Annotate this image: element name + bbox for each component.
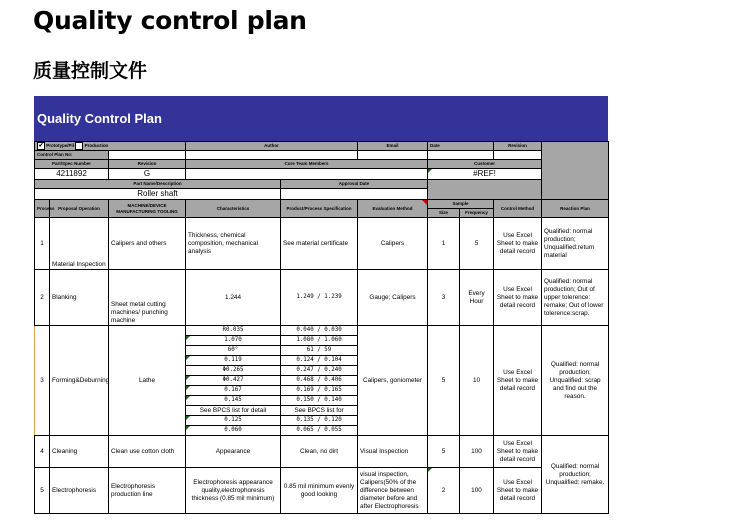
reaction-plan: Qualified: normal production; Unqualified:return material [542,218,609,270]
process-no: 5 [35,468,50,514]
characteristics: Φ0.427 [186,376,281,386]
characteristics: Appearance [186,436,281,468]
col-size: Size [428,209,460,218]
core-team-field[interactable] [186,169,428,180]
reaction-plan: Qualified: normal production; Unqualified: remake. [542,436,609,514]
col-control: Control Method [494,200,542,218]
machine: Sheet metal cutting machines/ punching machine [109,270,186,326]
revision-label: Revision [494,142,542,151]
characteristics: 1.070 [186,336,281,346]
col-operation: Proposal Operation [50,200,109,218]
table-row [35,218,609,270]
process-no: 1 [35,218,50,270]
characteristics: 0.060 [186,426,281,436]
email-label: Email [358,142,428,151]
evaluation: Calipers [358,218,428,270]
characteristics: See BPCS list for detail [186,406,281,416]
spec: Clean, no dirt [281,436,358,468]
control-method: Use Excel Sheet to make detail record [494,270,542,326]
characteristics: 1.244 [186,270,281,326]
author-field[interactable] [186,151,358,160]
characteristics: R0.035 [186,326,281,336]
sample-size: 5 [428,436,460,468]
revision-field[interactable] [494,151,542,160]
sheet-banner: Quality Control Plan [34,96,608,141]
spec: See material certificate [281,218,358,270]
revision2-field[interactable]: G [109,169,186,180]
sample-frequency: 100 [460,468,494,514]
sample-frequency: 100 [460,436,494,468]
machine: Lathe [109,326,186,436]
operation: Cleaning [50,436,109,468]
sample-size: 1 [428,218,460,270]
production-label: Production [84,143,109,149]
table-row [35,436,609,468]
production-checkbox[interactable] [75,142,83,150]
header-gray-block [428,180,542,200]
process-no: 4 [35,436,50,468]
date-field[interactable] [428,151,494,160]
sample-frequency: 10 [460,326,494,436]
reaction-plan: Qualified: normal production; Unqualified: scrap and find out the reason. [542,326,609,436]
customer-field[interactable]: #REF! [428,169,542,180]
approval-date-field[interactable] [281,189,428,200]
col-characteristics: Characteristics [186,200,281,218]
table-row [35,270,609,326]
spec: 0.169 / 0.165 [281,386,358,396]
document-subtitle: 质量控制文件 [33,60,148,82]
plan-type-cell [35,142,186,151]
table-row [35,326,609,336]
sample-size: 2 [428,468,460,514]
part-number-label: Part/Spec Number [35,160,109,169]
evaluation: Visual Inspection [358,436,428,468]
evaluation: visual inspection, Calipers(50% of the difference between diameter before and after Electrophoresis [358,468,428,514]
sample-size: 3 [428,270,460,326]
sample-frequency: 5 [460,218,494,270]
approval-date-label: Approval Date [281,180,428,189]
reaction-plan: Qualified: normal production; Out of upper tolerence: remake; Out of lower tolerence:scrap. [542,270,609,326]
col-spec: Product/Process Specification [281,200,358,218]
prototype-checkbox[interactable]: ✔ [38,143,44,149]
quality-control-sheet [34,96,608,514]
spec: 61 / 59 [281,346,358,356]
spec: 0.150 / 0.140 [281,396,358,406]
evaluation: Calipers, goniometer [358,326,428,436]
spec: 0.065 / 0.055 [281,426,358,436]
part-number-field[interactable]: 4211892 [35,169,109,180]
customer-label: Customer [428,160,542,169]
part-name-label: Part Name/Description [35,180,281,189]
date-label: Date [428,142,494,151]
sample-frequency: Every Hour [460,270,494,326]
operation: Material Inspection [50,218,109,270]
characteristics: 60° [186,346,281,356]
document-title: Quality control plan [33,6,307,35]
control-method: Use Excel Sheet to make detail record [494,218,542,270]
evaluation: Gauge; Calipers [358,270,428,326]
email-field[interactable] [358,151,428,160]
machine: Calipers and others [109,218,186,270]
part-name-field[interactable]: Roller shaft [35,189,281,200]
spec: 0.124 / 0.104 [281,356,358,366]
process-no: 3 [35,326,50,436]
control-method: Use Excel Sheet to make detail record [494,468,542,514]
characteristics: Φ0.265 [186,366,281,376]
revision2-label: Revision [109,160,186,169]
header-filler [542,142,609,200]
core-team-label: Core Team Members [186,160,428,169]
operation: Electrophoresis [50,468,109,514]
machine: Clean use cotton cloth [109,436,186,468]
col-frequency: Frequency [460,209,494,218]
control-method: Use Excel Sheet to make detail record [494,326,542,436]
characteristics: 0.145 [186,396,281,406]
control-plan-table [34,141,609,514]
characteristics: 0.119 [186,356,281,366]
control-plan-no-field[interactable] [109,151,186,160]
spec: 0.468 / 0.406 [281,376,358,386]
operation: Blanking [50,270,109,326]
characteristics: Electrophoresis appearance quality,electrophoresis thickness (0.85 mil minimum) [186,468,281,514]
control-method: Use Excel Sheet to make detail record [494,436,542,468]
prototype-label: Prototype/Pil [46,143,75,149]
col-reaction: Reaction Plan [542,200,609,218]
col-sample: Sample [428,200,494,209]
col-process: Process [35,200,50,218]
col-machine: MACHINE/DEVICE MANUFACTURING TOOLING [109,200,186,218]
characteristics: 0.167 [186,386,281,396]
spec: 1.080 / 1.060 [281,336,358,346]
table-row [35,468,609,514]
machine: Electrophoresis production line [109,468,186,514]
spec: 1.249 / 1.239 [281,270,358,326]
spec: 0.247 / 0.240 [281,366,358,376]
sample-size: 5 [428,326,460,436]
author-label: Author [186,142,358,151]
process-no: 2 [35,270,50,326]
control-plan-no-label: Control Plan No: [35,151,109,160]
col-evaluation: Evaluation Method [358,200,428,218]
characteristics: 0.125 [186,416,281,426]
operation: Forming&Deburning [50,326,109,436]
spec: 0.040 / 0.030 [281,326,358,336]
spec: 0.85 mil minimum evenly good looking [281,468,358,514]
spec: 0.135 / 0.120 [281,416,358,426]
characteristics: Thickness, chemical composition, mechanical analysis [186,218,281,270]
spec: See BPCS list for [281,406,358,416]
